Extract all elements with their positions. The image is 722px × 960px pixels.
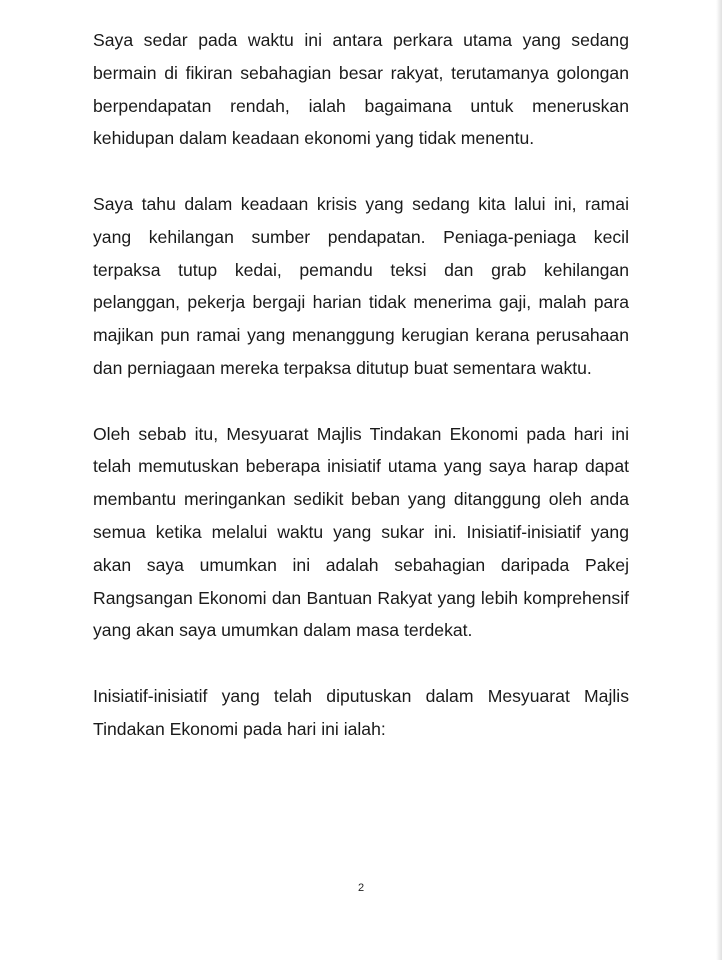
page-number: 2 <box>357 882 365 894</box>
page-edge-shadow <box>716 0 722 960</box>
paragraph-1: Saya sedar pada waktu ini antara perkara utama yang sedang bermain di fikiran sebahagian besar rakyat, terutamanya golongan berpendapatan rendah, ialah bagaimana untuk meneruskan kehidupan dalam keadaan ekonomi yang tidak menentu. <box>93 30 629 149</box>
paragraph-2: Saya tahu dalam keadaan krisis yang sedang kita lalui ini, ramai yang kehilangan sumber pendapatan. Peniaga-peniaga kecil terpaksa tutup kedai, pemandu teksi dan grab kehilangan pelanggan, pekerja bergaji harian tidak menerima gaji, malah para majikan pun ramai yang menanggung kerugian kerana perusahaan dan perniagaan mereka terpaksa ditutup buat sementara waktu. <box>93 193 629 378</box>
paragraph-3: Oleh sebab itu, Mesyuarat Majlis Tindakan Ekonomi pada hari ini telah memutuskan beberapa inisiatif utama yang saya harap dapat membantu meringankan sedikit beban yang ditanggung oleh anda semua ketika melalui waktu yang sukar ini. Inisiatif-inisiatif yang akan saya umumkan ini adalah sebahagian daripada Pakej Rangsangan Ekonomi dan Bantuan Rakyat yang lebih komprehensif yang akan saya umumkan dalam masa terdekat. <box>93 423 629 641</box>
paragraph-4: Inisiatif-inisiatif yang telah diputuskan dalam Mesyuarat Majlis Tindakan Ekonomi pada hari ini ialah: <box>93 685 629 739</box>
document-body <box>93 24 629 778</box>
